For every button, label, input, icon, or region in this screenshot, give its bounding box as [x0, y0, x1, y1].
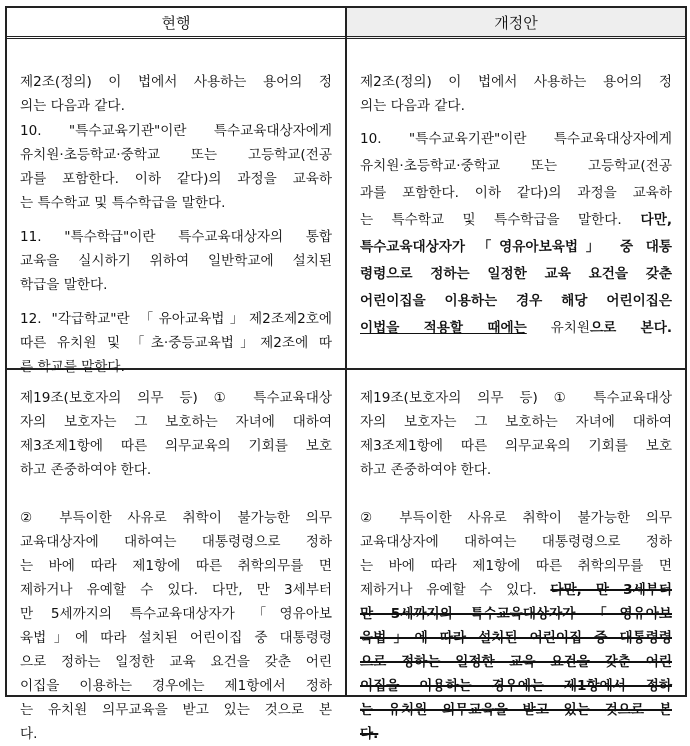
- item10-text: 10. "특수교육기관"이란 특수교육대상자에게 유치원·초등학교·중학교 또는 고등학교(전공 과를 포함한다. 이하 같다)의 과정을 교육하 는 특수학교 및 특수학급을 말한다.: [20, 123, 332, 211]
- row2-revised-cell: [347, 370, 685, 742]
- deleted-text: 만 5세까지의 특수교육대상자가 「영유아보: [360, 606, 672, 622]
- deleted-text: 는 유치원 의무교육을 받고 있는 것으로 본: [360, 702, 672, 718]
- article2-heading-revised: 제2조(정의) 이 법에서 사용하는 용어의 정 의는 다음과 같다.: [360, 74, 672, 114]
- article19-para1: 제19조(보호자의 의무 등) ① 특수교육대상 자의 보호자는 그 보호하는 자녀에 대하여 제3조제1항에 따른 의무교육의 기회를 보호 하고 존중하여야 한다.: [20, 390, 332, 478]
- row1-revised-cell: [347, 39, 685, 368]
- item11-text: 11. "특수학급"이란 특수교육대상자의 통합 교육을 실시하기 위하여 일반학교에 설치된 학급을 말한다.: [20, 229, 332, 293]
- article19-para1-revised: 제19조(보호자의 의무 등) ① 특수교육대상 자의 보호자는 그 보호하는 자녀에 대하여 제3조제1항에 따른 의무교육의 기회를 보호 하고 존중하여야 한다.: [360, 390, 672, 478]
- item12-text: 12. "각급학교"란 「유아교육법」제2조제2호에 따른 유치원 및 「초·중등교육법」제2조에 따 른 학교를 말한다.: [20, 311, 332, 375]
- row2-current-cell: [7, 370, 345, 742]
- article2-heading: 제2조(정의) 이 법에서 사용하는 용어의 정 의는 다음과 같다.: [20, 74, 332, 114]
- deleted-text: 이집을 이용하는 경우에는 제1항에서 정하: [360, 678, 672, 694]
- comparison-table: [5, 6, 687, 742]
- row1-current-cell: [7, 39, 345, 375]
- deleted-text: 다만, 만 3세부터: [550, 582, 672, 598]
- article19-para2: ② 부득이한 사유로 취학이 불가능한 의무 교육대상자에 대하여는 대통령령으로 정하 는 바에 따라 제1항에 따른 취학의무를 면 제하거나 유예할 수 있다. 다만, 만 3세부터 만 5세까지의 특수교육대상자가 「영유아보 육법」에 따라 설치된 어린이집 중 대통령령 으로 정하는 일정한 교육 요건을 갖춘 어린 이집을 이용하는 경우에는 제1항에서 정하 는 유치원 의무교육을 받고 있는 것으로 본 다.: [20, 510, 332, 742]
- header-current: 현행: [7, 8, 345, 39]
- deleted-text: 다.: [360, 726, 379, 742]
- article19-para2-revised: ② 부득이한 사유로 취학이 불가능한 의무 교육대상자에 대하여는 대통령령으로 정하 는 바에 따라 제1항에 따른 취학의무를 면 제하거나 유예할 수 있다. 다만, 만 3세부터 만 5세까지의 특수교육대상자가 「영유아보 육법」에 따라 설치된 어린이집 중 대통령령 으로 정하는 일정한 교육 요건을 갖춘 어린 이집을 이용하는 경우에는 제1항에서 정하 는 유치원 의무교육을 받고 있는 것으로 본 다.: [360, 506, 672, 746]
- deleted-text: 육법」에 따라 설치된 어린이집 중 대통령령: [360, 630, 672, 646]
- header-revised: 개정안: [347, 8, 685, 39]
- item10-text-revised: 10. "특수교육기관"이란 특수교육대상자에게 유치원·초등학교·중학교 또는 고등학교(전공 과를 포함한다. 이하 같다)의 과정을 교육하 는 특수학교 및 특수학급을 말한다. 다만, 특수교육대상자가 「영유아보육법」 중 대통 령령으로 정하는 일정한 교육 요건을 갖춘 어린이집을 이용하는 경우 해당 어린이집은 이법을 적용할 때에는 유치원으로 본다.: [360, 131, 672, 336]
- deleted-text: 으로 정하는 일정한 교육 요건을 갖춘 어린: [360, 654, 672, 670]
